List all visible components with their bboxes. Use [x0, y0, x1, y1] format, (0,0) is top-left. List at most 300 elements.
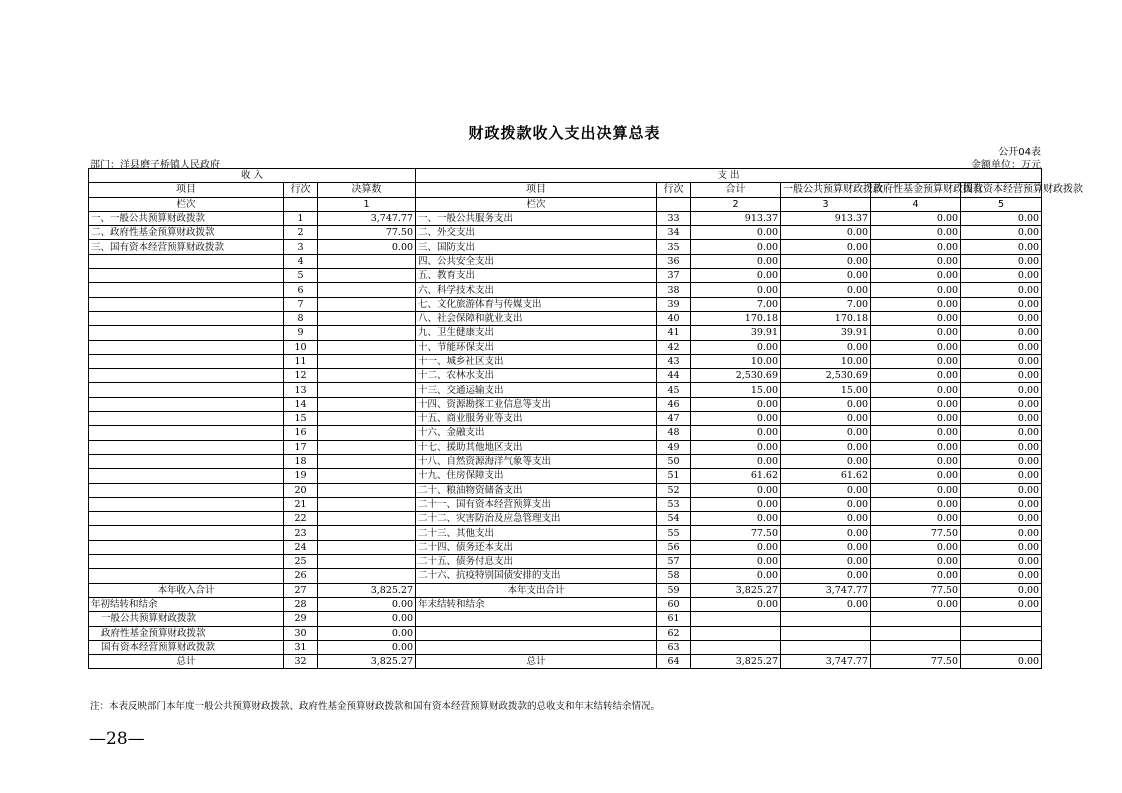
table-row — [89, 497, 1042, 511]
amount: 0.00 — [961, 555, 1042, 569]
line-no: 14 — [284, 397, 318, 411]
amount: 0.00 — [871, 597, 961, 611]
line-no: 35 — [657, 240, 691, 254]
index-blank-2 — [657, 197, 691, 211]
amount: 0.00 — [961, 440, 1042, 454]
line-no: 15 — [284, 412, 318, 426]
expense-item: 二十六、抗疫特别国债安排的支出 — [416, 569, 657, 583]
table-row — [89, 240, 1042, 254]
amount: 0.00 — [871, 211, 961, 225]
line-no: 40 — [657, 311, 691, 325]
income-item — [89, 283, 284, 297]
table-row — [89, 640, 1042, 654]
empty-cell — [691, 626, 781, 640]
amount: 0.00 — [961, 426, 1042, 440]
table-row — [89, 326, 1042, 340]
amount: 77.50 — [318, 226, 416, 240]
line-no: 57 — [657, 555, 691, 569]
amount: 170.18 — [781, 311, 871, 325]
amount — [318, 354, 416, 368]
footnote: 注：本表反映部门本年度一般公共预算财政拨款、政府性基金预算财政拨款和国有资本经营预算财政拨款的总收支和年末结转结余情况。 — [90, 701, 661, 712]
expense-item: 十八、自然资源海洋气象等支出 — [416, 454, 657, 468]
line-no: 32 — [284, 655, 318, 669]
expense-item: 十九、住房保障支出 — [416, 469, 657, 483]
balance-general-label: 一般公共预算财政拨款 — [89, 612, 284, 626]
amount: 0.00 — [961, 283, 1042, 297]
amount: 0.00 — [691, 226, 781, 240]
amount: 3,747.77 — [781, 583, 871, 597]
amount: 0.00 — [781, 483, 871, 497]
table-row — [89, 440, 1042, 454]
empty-cell — [691, 612, 781, 626]
income-item — [89, 340, 284, 354]
empty-cell — [961, 640, 1042, 654]
amount: 77.50 — [871, 583, 961, 597]
amount: 0.00 — [691, 597, 781, 611]
amount: 7.00 — [691, 297, 781, 311]
income-total-label: 本年收入合计 — [89, 583, 284, 597]
table-row — [89, 569, 1042, 583]
amount: 0.00 — [961, 526, 1042, 540]
line-no: 1 — [284, 211, 318, 225]
line-no: 56 — [657, 540, 691, 554]
amount: 913.37 — [691, 211, 781, 225]
amount: 10.00 — [691, 354, 781, 368]
expense-item: 七、文化旅游体育与传媒支出 — [416, 297, 657, 311]
end-balance-label: 年末结转和结余 — [416, 597, 657, 611]
amount: 0.00 — [871, 440, 961, 454]
income-item — [89, 526, 284, 540]
amount: 0.00 — [781, 454, 871, 468]
amount: 0.00 — [871, 311, 961, 325]
expense-item: 十三、交通运输支出 — [416, 383, 657, 397]
amount: 0.00 — [961, 583, 1042, 597]
index-5: 5 — [961, 197, 1042, 211]
amount — [318, 540, 416, 554]
line-no: 45 — [657, 383, 691, 397]
index-2: 2 — [691, 197, 781, 211]
amount: 0.00 — [961, 540, 1042, 554]
amount: 170.18 — [691, 311, 781, 325]
income-item — [89, 412, 284, 426]
table-row — [89, 340, 1042, 354]
amount: 0.00 — [961, 412, 1042, 426]
line-no: 39 — [657, 297, 691, 311]
table-row — [89, 254, 1042, 268]
income-item — [89, 497, 284, 511]
amount: 0.00 — [871, 569, 961, 583]
table-row — [89, 269, 1042, 283]
amount: 0.00 — [781, 526, 871, 540]
amount: 3,747.77 — [781, 655, 871, 669]
expense-item: 十、节能环保支出 — [416, 340, 657, 354]
income-item: 一、一般公共预算财政拨款 — [89, 211, 284, 225]
amount: 0.00 — [781, 240, 871, 254]
table-code: 公开04表 — [998, 147, 1041, 158]
index-label-expense: 栏次 — [416, 197, 657, 211]
income-group-header: 收 入 — [89, 169, 416, 183]
amount: 0.00 — [871, 540, 961, 554]
amount — [318, 483, 416, 497]
amount — [318, 555, 416, 569]
line-no: 23 — [284, 526, 318, 540]
amount: 0.00 — [318, 612, 416, 626]
line-no: 28 — [284, 597, 318, 611]
line-no: 4 — [284, 254, 318, 268]
amount: 2,530.69 — [781, 369, 871, 383]
amount: 3,747.77 — [318, 211, 416, 225]
amount: 0.00 — [691, 412, 781, 426]
income-item — [89, 311, 284, 325]
line-no: 53 — [657, 497, 691, 511]
amount: 0.00 — [691, 440, 781, 454]
index-3: 3 — [781, 197, 871, 211]
amount: 0.00 — [961, 297, 1042, 311]
amount: 0.00 — [691, 240, 781, 254]
amount: 0.00 — [871, 454, 961, 468]
line-no: 38 — [657, 283, 691, 297]
table-row — [89, 483, 1042, 497]
empty-cell — [871, 612, 961, 626]
amount: 0.00 — [781, 226, 871, 240]
amount: 0.00 — [781, 254, 871, 268]
amount: 0.00 — [318, 640, 416, 654]
line-no: 63 — [657, 640, 691, 654]
amount: 0.00 — [781, 269, 871, 283]
amount: 77.50 — [871, 655, 961, 669]
expense-group-header: 支 出 — [416, 169, 1042, 183]
amount: 0.00 — [691, 497, 781, 511]
amount: 0.00 — [961, 497, 1042, 511]
table-row — [89, 555, 1042, 569]
table-row — [89, 397, 1042, 411]
empty-cell — [781, 626, 871, 640]
amount — [318, 311, 416, 325]
amount: 0.00 — [871, 483, 961, 497]
line-no: 13 — [284, 383, 318, 397]
line-no: 59 — [657, 583, 691, 597]
income-item — [89, 397, 284, 411]
income-item — [89, 254, 284, 268]
expense-item: 八、社会保障和就业支出 — [416, 311, 657, 325]
line-no: 42 — [657, 340, 691, 354]
amount: 0.00 — [871, 283, 961, 297]
amount: 0.00 — [691, 540, 781, 554]
amount: 0.00 — [691, 512, 781, 526]
table-row — [89, 383, 1042, 397]
expense-item: 二十二、灾害防治及应急管理支出 — [416, 512, 657, 526]
amount: 0.00 — [871, 469, 961, 483]
amount: 0.00 — [781, 340, 871, 354]
amount: 0.00 — [961, 469, 1042, 483]
line-no: 29 — [284, 612, 318, 626]
empty-cell — [416, 640, 657, 654]
income-item — [89, 369, 284, 383]
amount: 0.00 — [871, 426, 961, 440]
amount: 0.00 — [781, 597, 871, 611]
income-item — [89, 540, 284, 554]
col-income-item: 项目 — [89, 183, 284, 197]
amount: 0.00 — [691, 269, 781, 283]
amount — [318, 283, 416, 297]
expense-item: 五、教育支出 — [416, 269, 657, 283]
col-state-capital: 国有资本经营预算财政拨款 — [961, 183, 1042, 197]
amount: 0.00 — [871, 226, 961, 240]
expense-item: 二十四、债务还本支出 — [416, 540, 657, 554]
amount: 0.00 — [871, 397, 961, 411]
amount: 0.00 — [781, 555, 871, 569]
income-item — [89, 483, 284, 497]
amount: 0.00 — [781, 440, 871, 454]
amount: 0.00 — [871, 412, 961, 426]
table-row — [89, 412, 1042, 426]
amount: 0.00 — [961, 597, 1042, 611]
table-row — [89, 626, 1042, 640]
grand-total-label: 总计 — [89, 655, 284, 669]
amount: 0.00 — [871, 269, 961, 283]
table-row — [89, 211, 1042, 225]
amount — [318, 497, 416, 511]
index-4: 4 — [871, 197, 961, 211]
empty-cell — [871, 626, 961, 640]
expense-item: 二十、粮油物资储备支出 — [416, 483, 657, 497]
balance-state-label: 国有资本经营预算财政拨款 — [89, 640, 284, 654]
empty-cell — [871, 640, 961, 654]
line-no: 50 — [657, 454, 691, 468]
amount: 913.37 — [781, 211, 871, 225]
amount: 0.00 — [961, 311, 1042, 325]
amount: 0.00 — [871, 512, 961, 526]
amount — [318, 297, 416, 311]
income-item: 二、政府性基金预算财政拨款 — [89, 226, 284, 240]
income-item — [89, 269, 284, 283]
table-row — [89, 583, 1042, 597]
col-expense-line: 行次 — [657, 183, 691, 197]
amount — [318, 369, 416, 383]
amount: 77.50 — [871, 526, 961, 540]
amount: 61.62 — [781, 469, 871, 483]
amount: 0.00 — [871, 240, 961, 254]
income-item — [89, 297, 284, 311]
amount — [318, 383, 416, 397]
line-no: 22 — [284, 512, 318, 526]
col-income-line: 行次 — [284, 183, 318, 197]
line-no: 58 — [657, 569, 691, 583]
line-no: 7 — [284, 297, 318, 311]
line-no: 3 — [284, 240, 318, 254]
amount — [318, 469, 416, 483]
amount: 0.00 — [871, 555, 961, 569]
amount: 0.00 — [871, 497, 961, 511]
amount: 2,530.69 — [691, 369, 781, 383]
amount: 15.00 — [691, 383, 781, 397]
line-no: 51 — [657, 469, 691, 483]
empty-cell — [961, 626, 1042, 640]
amount: 0.00 — [961, 211, 1042, 225]
amount: 0.00 — [961, 369, 1042, 383]
expense-item: 二、外交支出 — [416, 226, 657, 240]
amount: 0.00 — [781, 540, 871, 554]
amount — [318, 454, 416, 468]
expense-item: 十六、金融支出 — [416, 426, 657, 440]
amount: 0.00 — [781, 397, 871, 411]
amount: 3,825.27 — [318, 655, 416, 669]
line-no: 20 — [284, 483, 318, 497]
amount: 0.00 — [961, 326, 1042, 340]
table-row — [89, 526, 1042, 540]
income-item — [89, 454, 284, 468]
amount-unit-label: 金额单位：万元 — [971, 160, 1041, 171]
income-item: 三、国有资本经营预算财政拨款 — [89, 240, 284, 254]
expense-item: 六、科学技术支出 — [416, 283, 657, 297]
line-no: 33 — [657, 211, 691, 225]
empty-cell — [781, 612, 871, 626]
amount — [318, 269, 416, 283]
line-no: 60 — [657, 597, 691, 611]
amount: 0.00 — [781, 569, 871, 583]
table-row — [89, 297, 1042, 311]
line-no: 19 — [284, 469, 318, 483]
line-no: 6 — [284, 283, 318, 297]
line-no: 64 — [657, 655, 691, 669]
col-expense-item: 项目 — [416, 183, 657, 197]
income-item — [89, 354, 284, 368]
line-no: 25 — [284, 555, 318, 569]
amount: 0.00 — [691, 426, 781, 440]
amount: 0.00 — [871, 354, 961, 368]
amount — [318, 326, 416, 340]
amount: 0.00 — [961, 655, 1042, 669]
amount — [318, 569, 416, 583]
line-no: 62 — [657, 626, 691, 640]
line-no: 24 — [284, 540, 318, 554]
amount: 0.00 — [961, 269, 1042, 283]
amount: 61.62 — [691, 469, 781, 483]
expense-item: 十七、援助其他地区支出 — [416, 440, 657, 454]
income-item — [89, 440, 284, 454]
index-label-income: 栏次 — [89, 197, 284, 211]
amount: 0.00 — [318, 240, 416, 254]
table-row — [89, 283, 1042, 297]
income-item — [89, 555, 284, 569]
amount: 0.00 — [961, 226, 1042, 240]
amount: 0.00 — [318, 597, 416, 611]
table-row — [89, 612, 1042, 626]
line-no: 54 — [657, 512, 691, 526]
line-no: 43 — [657, 354, 691, 368]
income-item — [89, 469, 284, 483]
line-no: 9 — [284, 326, 318, 340]
amount: 0.00 — [871, 297, 961, 311]
amount: 0.00 — [691, 397, 781, 411]
page-number: —28— — [89, 729, 145, 749]
income-item — [89, 326, 284, 340]
line-no: 31 — [284, 640, 318, 654]
index-blank — [284, 197, 318, 211]
line-no: 30 — [284, 626, 318, 640]
table-row — [89, 469, 1042, 483]
amount: 0.00 — [781, 497, 871, 511]
table-row — [89, 311, 1042, 325]
begin-balance-label: 年初结转和结余 — [89, 597, 284, 611]
line-no: 26 — [284, 569, 318, 583]
line-no: 21 — [284, 497, 318, 511]
amount: 0.00 — [691, 555, 781, 569]
expense-item: 十四、资源勘探工业信息等支出 — [416, 397, 657, 411]
amount: 0.00 — [961, 254, 1042, 268]
amount: 0.00 — [691, 254, 781, 268]
col-general-budget: 一般公共预算财政拨款 — [781, 183, 871, 197]
amount: 0.00 — [871, 369, 961, 383]
amount: 77.50 — [691, 526, 781, 540]
amount — [318, 526, 416, 540]
line-no: 11 — [284, 354, 318, 368]
amount — [318, 412, 416, 426]
line-no: 41 — [657, 326, 691, 340]
amount — [318, 254, 416, 268]
line-no: 55 — [657, 526, 691, 540]
empty-cell — [416, 626, 657, 640]
amount: 3,825.27 — [691, 583, 781, 597]
amount: 0.00 — [691, 340, 781, 354]
grand-total-expense-label: 总计 — [416, 655, 657, 669]
line-no: 36 — [657, 254, 691, 268]
amount: 3,825.27 — [318, 583, 416, 597]
empty-cell — [416, 612, 657, 626]
line-no: 34 — [657, 226, 691, 240]
line-no: 18 — [284, 454, 318, 468]
table-row — [89, 512, 1042, 526]
amount: 39.91 — [781, 326, 871, 340]
line-no: 52 — [657, 483, 691, 497]
amount — [318, 440, 416, 454]
expense-item: 十一、城乡社区支出 — [416, 354, 657, 368]
balance-fund-label: 政府性基金预算财政拨款 — [89, 626, 284, 640]
amount — [318, 397, 416, 411]
amount: 0.00 — [961, 340, 1042, 354]
table-row — [89, 354, 1042, 368]
line-no: 49 — [657, 440, 691, 454]
line-no: 2 — [284, 226, 318, 240]
amount: 3,825.27 — [691, 655, 781, 669]
amount: 0.00 — [871, 254, 961, 268]
income-item — [89, 426, 284, 440]
amount: 0.00 — [961, 354, 1042, 368]
amount: 0.00 — [961, 383, 1042, 397]
line-no: 12 — [284, 369, 318, 383]
amount: 7.00 — [781, 297, 871, 311]
expense-item: 一、一般公共服务支出 — [416, 211, 657, 225]
income-item — [89, 512, 284, 526]
line-no: 47 — [657, 412, 691, 426]
amount: 0.00 — [691, 454, 781, 468]
expense-item: 九、卫生健康支出 — [416, 326, 657, 340]
line-no: 44 — [657, 369, 691, 383]
expense-item: 四、公共安全支出 — [416, 254, 657, 268]
amount: 0.00 — [691, 483, 781, 497]
col-income-final: 决算数 — [318, 183, 416, 197]
line-no: 48 — [657, 426, 691, 440]
line-no: 10 — [284, 340, 318, 354]
amount: 0.00 — [961, 397, 1042, 411]
table-row — [89, 454, 1042, 468]
expense-item: 二十一、国有资本经营预算支出 — [416, 497, 657, 511]
amount: 39.91 — [691, 326, 781, 340]
expense-item: 十五、商业服务业等支出 — [416, 412, 657, 426]
table-row — [89, 655, 1042, 669]
table-row — [89, 540, 1042, 554]
amount: 0.00 — [691, 569, 781, 583]
